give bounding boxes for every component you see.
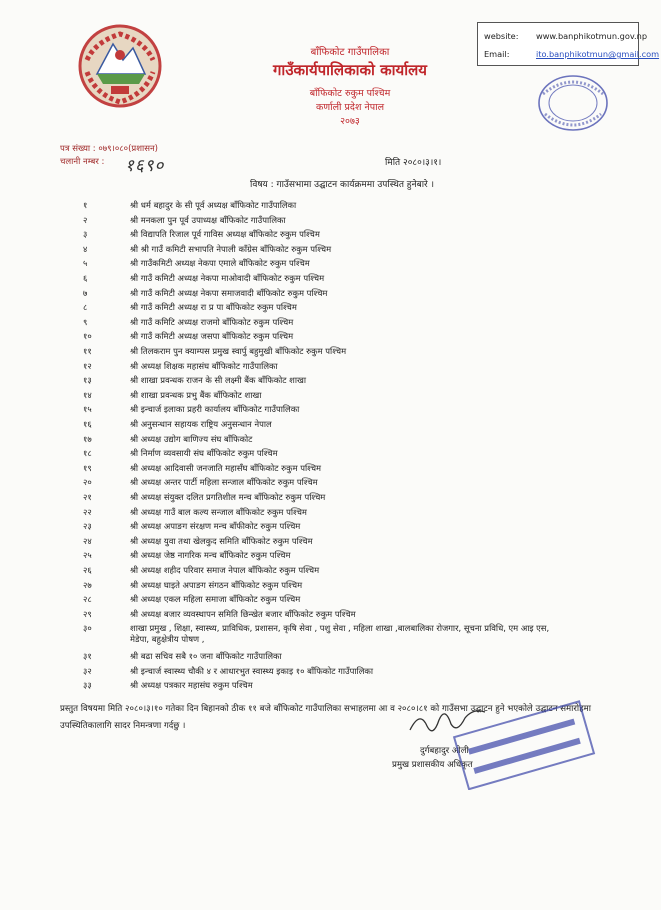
recipient-text: श्री गाउँ कमिटि अध्यक्ष राजमो बाँफिकोट रुकुम पश्चिम <box>130 316 294 327</box>
recipient-text: श्री अध्यक्ष अपाङग संरक्षण मन्च बाँफीकोट रुकुम पश्चिम <box>130 521 301 532</box>
website-row <box>484 27 648 45</box>
recipient-number: ३ <box>83 229 88 240</box>
recipient-number: ७ <box>83 287 88 298</box>
website-label: website: <box>484 31 519 41</box>
establishment-year: २०७३ <box>340 116 360 127</box>
recipient-number: २७ <box>83 579 92 590</box>
recipient-text: श्री श्री गाउँ कमिटी सभापति नेपाली काँग्रेस बाँफिकोट रुकुम पश्चिम <box>130 243 332 254</box>
recipient-number: २२ <box>83 506 92 517</box>
letter-reference-number: पत्र संख्या : ०७९।०८०(प्रशासन) <box>60 144 158 154</box>
signatory-title: प्रमुख प्रशासकीय अधिकृत <box>392 760 473 770</box>
recipient-text: श्री मनकला पुन पूर्व उपाध्यक्ष बाँफिकोट गाउँपालिका <box>130 214 286 225</box>
letter-date: मिति २०८०।३।१। <box>385 158 442 168</box>
office-title: गाउँकार्यपालिकाको कार्यालय <box>272 61 427 79</box>
recipient-text: शाखा प्रमुख , शिक्षा, स्वास्थ्य, प्राविधिक, प्रशासन, कृषि सेवा , पशु सेवा , महिला शाखा ,बालबालिका रोजगार, सूचना प्रविधि, एम आइ एस, मेडेपा, बहुक्षेत्रीय पोषण , <box>130 623 550 645</box>
recipient-number: २१ <box>83 492 92 502</box>
website-link[interactable]: www.banphikotmun.gov.np <box>536 31 648 41</box>
recipient-text: श्री धर्म बहादुर के सी पूर्व अध्यक्ष बाँफिकोट गाउँपालिका <box>130 200 297 210</box>
recipient-number: १० <box>83 331 92 342</box>
recipient-number: १९ <box>83 462 92 473</box>
dispatch-number-label: चलानी नम्बर : <box>60 157 105 167</box>
recipient-text: श्री अध्यक्ष आदिवासी जनजाति महासँघ बाँफिकोट रुकुम पश्चिम <box>130 462 322 473</box>
recipient-text: श्री अध्यक्ष जेष्ठ नागरिक मन्च बाँफिकोट रुकुम पश्चिम <box>130 550 291 561</box>
recipient-text: श्री अध्यक्ष युवा तथा खेलकुद समिति बाँफिकोट रुकुम पश्चिम <box>130 535 313 546</box>
recipient-number: ८ <box>83 302 88 313</box>
recipient-text: श्री गाउँ कमिटी अध्यक्ष नेकपा माओवादी बाँफिकोट रुकुम पश्चिम <box>130 273 325 283</box>
email-label: Email: <box>484 49 510 59</box>
recipient-text: श्री अध्यक्ष गाउँ बाल कल्य सन्जाल बाँफिकोट रुकुम पश्चिम <box>130 506 307 517</box>
dispatch-number-handwritten: १६९० <box>125 156 165 176</box>
recipient-number: ६ <box>83 273 88 283</box>
recipient-number: ११ <box>83 346 92 356</box>
recipient-number: ४ <box>83 243 88 254</box>
recipient-number: १४ <box>83 389 92 400</box>
province-name: कर्णाली प्रदेश नेपाल <box>315 102 385 113</box>
recipient-text: श्री गाउँ कमिटी अध्यक्ष रा प्र पा बाँफिकोट रुकुम पश्चिम <box>130 302 297 313</box>
nepal-emblem-icon <box>75 22 165 110</box>
letter-subject: विषय : गाउँसभामा उद्घाटन कार्यक्रममा उपस्थित हुनेबारे । <box>250 180 435 190</box>
recipient-number: २ <box>83 214 88 225</box>
recipient-text: श्री अध्यक्ष पत्रकार महासंघ रुकुम पश्चिम <box>130 680 253 691</box>
recipient-text: श्री अध्यक्ष एकल महिला समाजा बाँफिकोट रुकुम पश्चिम <box>130 594 301 605</box>
recipient-text: श्री अध्यक्ष शहीद परिवार समाज नेपाल बाँफिकोट रुकुम पश्चिम <box>130 565 320 575</box>
recipient-text: श्री शाखा प्रवन्धक प्रभु बैंक बाँफिकोट शाखा <box>130 389 262 400</box>
municipality-name: बाँफिकोट गाउँपालिका <box>310 47 390 58</box>
recipient-text: श्री इन्चार्ज इलाका प्रहरी कार्यालय बाँफिकोट गाउँपालिका <box>130 404 300 415</box>
recipient-text: श्री गाउँकमिटी अध्यक्ष नेकपा एमाले बाँफिकोट रुकुम पश्चिम <box>130 258 310 269</box>
contact-box <box>477 22 660 66</box>
recipient-text: श्री तिलकराम पुन क्याम्पस प्रमुख स्वार्पु बहुमुखी बाँफिकोट रुकुम पश्चिम <box>130 346 347 356</box>
recipient-number: २६ <box>83 565 92 575</box>
recipient-number: २८ <box>83 594 92 605</box>
recipient-number: १५ <box>83 404 92 415</box>
recipient-number: २३ <box>83 521 92 532</box>
recipient-text: श्री अध्यक्ष घाइते अपाङग संगठन बाँफिकोट रुकुम पश्चिम <box>130 579 303 590</box>
email-link[interactable]: ito.banphikotmun@gmail.com <box>536 49 660 59</box>
email-row <box>484 45 660 63</box>
recipient-number: २४ <box>83 535 92 546</box>
recipient-text: श्री इन्चार्ज स्वास्थ्य चौकी ४ र आधारभुत स्वास्थ्य इकाइ १० बाँफिकोट गाउँपालिका <box>130 665 374 676</box>
recipient-number: १२ <box>83 360 92 371</box>
recipient-text: श्री निर्माण व्यवसायी संघ बाँफिकोट रुकुम पश्चिम <box>130 448 278 459</box>
recipient-text: श्री अध्यक्ष उद्योग बाणिज्य संघ बाँफिकोट <box>130 433 253 444</box>
recipient-text: श्री अध्यक्ष अन्तर पार्टी महिला सन्जाल बाँफिकोट रुकुम पश्चिम <box>130 477 318 488</box>
recipient-number: २५ <box>83 550 92 561</box>
recipient-text: श्री अध्यक्ष संयुक्त दलित प्रगतिशील मन्च बाँफिकोट रुकुम पश्चिम <box>130 492 326 502</box>
recipient-text: श्री शाखा प्रवन्धक राजन के सी लक्ष्मी बैंक बाँफिकोट शाखा <box>130 375 307 386</box>
closing-paragraph: प्रस्तुत विषयमा मिति २०८०।३।१० गतेका दिन बिहानको ठीक ११ बजे बाँफिकोट गाउँपालिका सभाहलमा आ व २०८०।८१ को गाउँसभा उद्घाटन हुने भएकोले उद्घाटन समारोहमा उपस्थितिकालागि सादर निमन्त्रणा गर्दछु । <box>60 704 592 731</box>
recipient-number: ५ <box>83 258 88 269</box>
recipient-text: श्री अध्यक्ष शिक्षक महासंघ बाँफिकोट गाउँपालिका <box>130 360 278 371</box>
recipient-text: श्री अध्यक्ष बजार व्यवस्थापन समिति छिन्खेत बजार बाँफिकोट रुकुम पश्चिम <box>130 608 356 619</box>
recipient-text: श्री अनुसन्धान सहायक राष्ट्रिय अनुसन्धान नेपाल <box>130 419 272 429</box>
recipient-number: ९ <box>83 316 88 327</box>
office-location: बाँफिकोट रुकुम पश्चिम <box>309 88 391 99</box>
recipient-number: ३३ <box>83 680 92 691</box>
recipient-text: श्री विद्यापति रिजाल पूर्व गाविस अध्यक्ष बाँफिकोट रुकुम पश्चिम <box>130 229 320 240</box>
recipient-number: १८ <box>83 448 92 459</box>
recipient-number: ३२ <box>83 665 92 676</box>
office-seal-stamp-icon <box>535 72 610 134</box>
recipient-number: १६ <box>83 419 92 429</box>
signatory-name: दुर्गबहादुर ओली <box>420 746 469 756</box>
recipient-text: श्री गाउँ कमिटी अध्यक्ष जसपा बाँफिकोट रुकुम पश्चिम <box>130 331 294 342</box>
recipient-number: १ <box>83 200 88 210</box>
recipient-number: २० <box>83 477 92 488</box>
recipient-number: १३ <box>83 375 92 386</box>
recipient-number: ३० <box>83 623 92 634</box>
recipient-number: २९ <box>83 608 92 619</box>
recipient-number: १७ <box>83 433 92 444</box>
recipient-number: ३१ <box>83 650 92 661</box>
recipient-text: श्री गाउँ कमिटी अध्यक्ष नेकपा समाजवादी बाँफिकोट रुकुम पश्चिम <box>130 287 328 298</box>
recipient-text: श्री बढा सचिव सबै १० जना बाँफिकोट गाउँपालिका <box>130 650 282 661</box>
official-rubber-stamp-icon <box>447 700 602 790</box>
